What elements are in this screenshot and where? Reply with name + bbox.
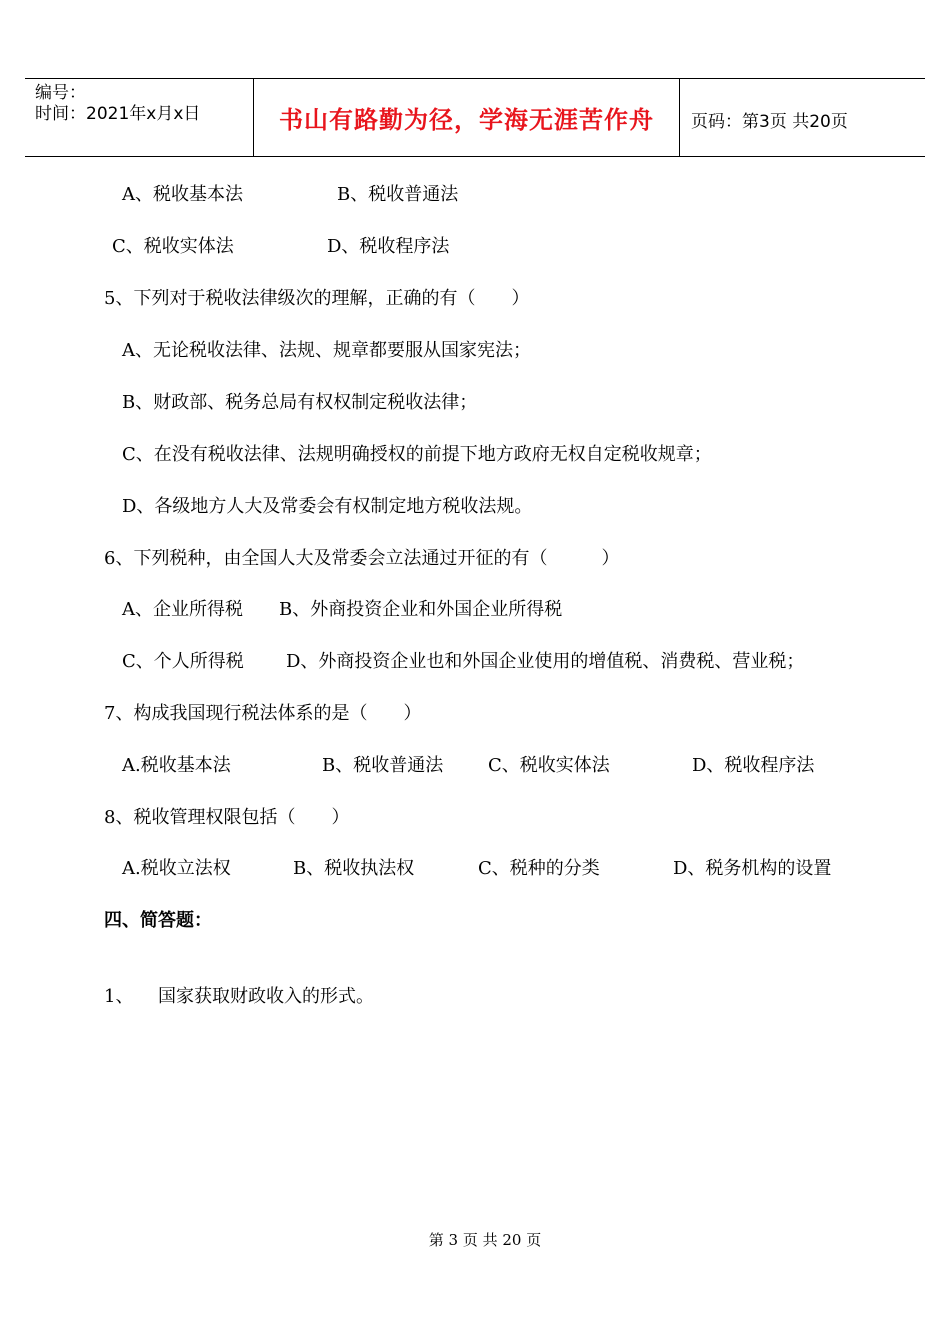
option-text: B、税收执法权 (293, 858, 415, 879)
option-text: D、税收程序法 (327, 236, 450, 257)
option-text: D、税收程序法 (692, 755, 815, 776)
question-text: 国家获取财政收入的形式。 (158, 986, 374, 1007)
option-text: A、无论税收法律、法规、规章都要服从国家宪法； (122, 340, 531, 361)
page-footer: 第 3 页 共 20 页 (428, 1231, 542, 1249)
header-page-info: 页码：第3页 共20页 (691, 112, 848, 132)
option-text: A、税收基本法 (122, 184, 243, 205)
section-heading: 四、简答题： (104, 910, 212, 931)
header-motto: 书山有路勤为径，学海无涯苦作舟 (279, 106, 654, 134)
option-text: C、在没有税收法律、法规明确授权的前提下地方政府无权自定税收规章； (122, 444, 712, 465)
option-text: C、税收实体法 (488, 755, 610, 776)
option-text: C、税收实体法 (112, 236, 234, 257)
question-7: 7、构成我国现行税法体系的是（ ） (104, 703, 422, 724)
option-text: A、企业所得税 (122, 599, 243, 620)
header-divider (679, 79, 680, 156)
time-label: 时间：2021年x月x日 (35, 104, 201, 124)
question-8: 8、税收管理权限包括（ ） (104, 807, 350, 828)
option-text: B、财政部、税务总局有权权制定税收法律； (122, 392, 478, 413)
document-header (25, 78, 925, 157)
option-text: B、税收普通法 (337, 184, 459, 205)
option-text: B、税收普通法 (322, 755, 444, 776)
option-text: D、各级地方人大及常委会有权制定地方税收法规。 (122, 496, 533, 517)
option-text: B、外商投资企业和外国企业所得税 (279, 599, 563, 620)
option-text: C、个人所得税 (122, 651, 244, 672)
option-text: D、税务机构的设置 (673, 858, 832, 879)
option-text: A.税收基本法 (122, 755, 231, 776)
option-text: D、外商投资企业也和外国企业使用的增值税、消费税、营业税； (286, 651, 805, 672)
question-6: 6、下列税种，由全国人大及常委会立法通过开征的有（ ） (104, 548, 620, 569)
number-label: 编号： (35, 83, 86, 103)
question-5: 5、下列对于税收法律级次的理解，正确的有（ ） (104, 288, 530, 309)
question-number: 1、 (104, 986, 134, 1007)
header-meta (35, 83, 255, 125)
option-text: C、税种的分类 (478, 858, 600, 879)
option-text: A.税收立法权 (122, 858, 231, 879)
